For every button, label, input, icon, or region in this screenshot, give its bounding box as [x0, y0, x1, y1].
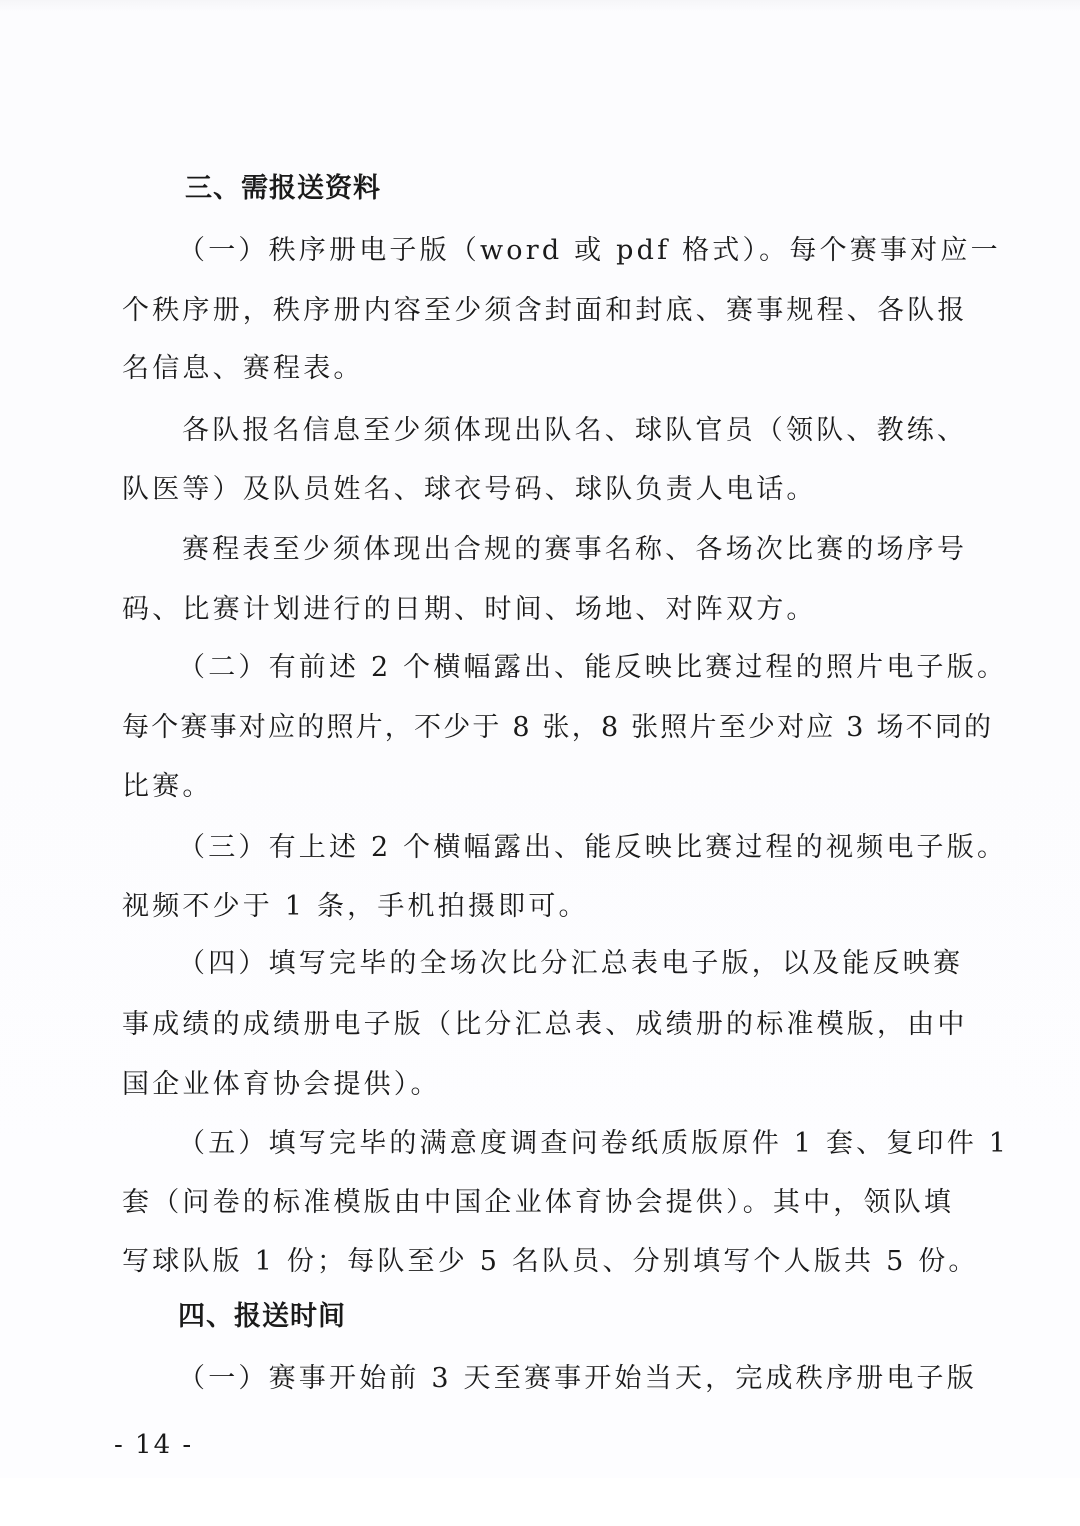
paragraph-line: （三）有上述 2 个横幅露出、能反映比赛过程的视频电子版。 [178, 832, 1008, 863]
paragraph-line: （五）填写完毕的满意度调查问卷纸质版原件 1 套、复印件 1 [178, 1128, 1010, 1159]
paragraph-line: 写球队版 1 份；每队至少 5 名队员、分别填写个人版共 5 份。 [122, 1246, 979, 1277]
paragraph-line: 队医等）及队员姓名、球衣号码、球队负责人电话。 [122, 474, 817, 505]
page-number: - 14 - [114, 1430, 194, 1460]
paragraph-line: 事成绩的成绩册电子版（比分汇总表、成绩册的标准模版，由中 [122, 1009, 968, 1040]
paragraph-line: （一）赛事开始前 3 天至赛事开始当天，完成秩序册电子版 [178, 1363, 977, 1394]
page-bottom-margin [0, 1478, 1080, 1526]
paragraph-line: 比赛。 [122, 771, 213, 802]
paragraph-line: （四）填写完毕的全场次比分汇总表电子版，以及能反映赛 [178, 948, 964, 979]
paragraph-line: （二）有前述 2 个横幅露出、能反映比赛过程的照片电子版。 [178, 652, 1008, 683]
paragraph-line: 套（问卷的标准模版由中国企业体育协会提供）。其中，领队填 [122, 1187, 955, 1218]
paragraph-line: 名信息、赛程表。 [122, 353, 364, 384]
paragraph-line: 国企业体育协会提供）。 [122, 1069, 441, 1100]
paragraph-line: 码、比赛计划进行的日期、时间、场地、对阵双方。 [122, 594, 817, 625]
paragraph-line: （一）秩序册电子版（word 或 pdf 格式）。每个赛事对应一 [178, 235, 1001, 266]
paragraph-line: 赛程表至少须体现出合规的赛事名称、各场次比赛的场序号 [182, 534, 968, 565]
paragraph-line: 各队报名信息至少须体现出队名、球队官员（领队、教练、 [182, 415, 968, 446]
paragraph-line: 每个赛事对应的照片，不少于 8 张，8 张照片至少对应 3 场不同的 [122, 712, 994, 743]
paragraph-line: 视频不少于 1 条，手机拍摄即可。 [122, 891, 589, 922]
section-heading: 三、需报送资料 [185, 173, 381, 204]
section-heading: 四、报送时间 [178, 1301, 346, 1332]
paragraph-line: 个秩序册，秩序册内容至少须含封面和封底、赛事规程、各队报 [122, 295, 968, 326]
